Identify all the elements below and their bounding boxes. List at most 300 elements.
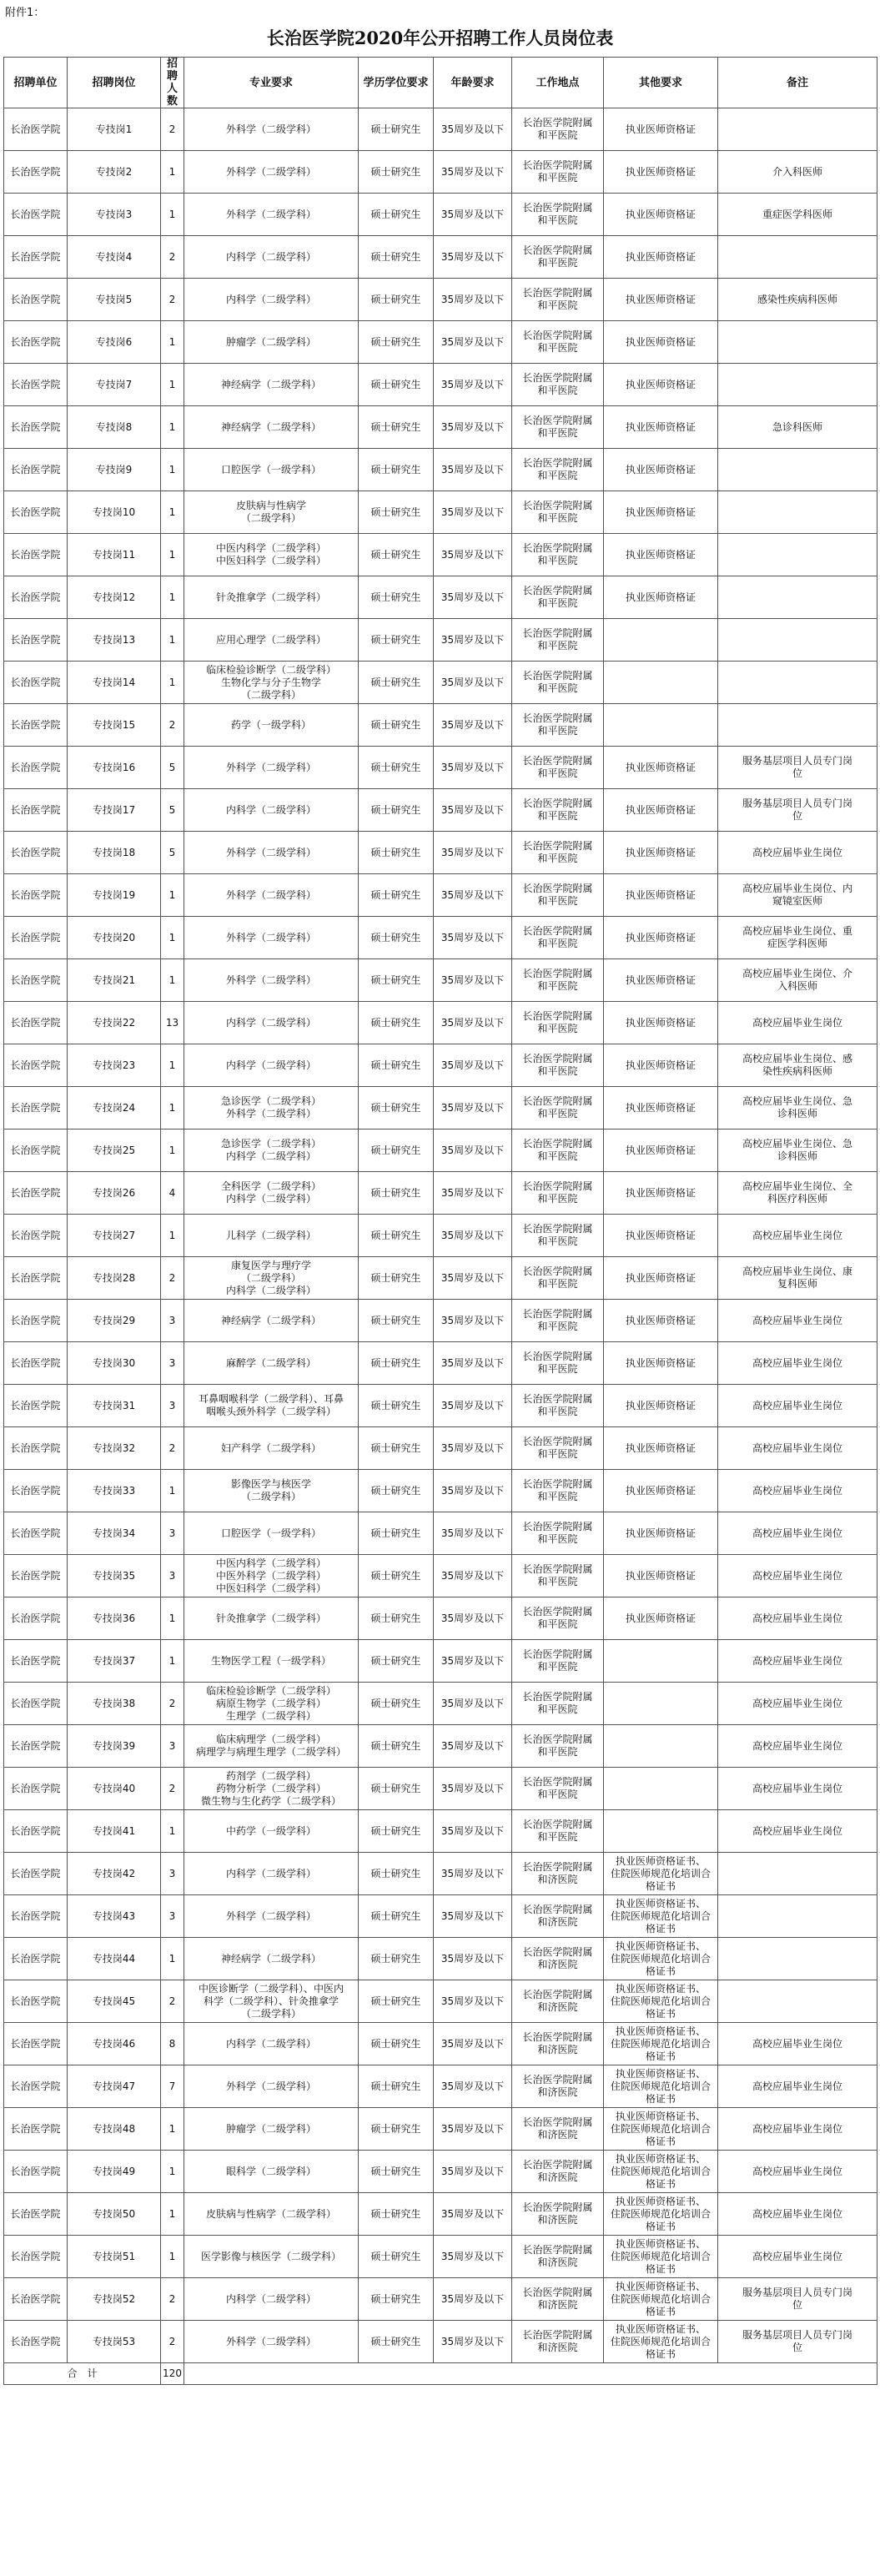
cell-degree: 硕士研究生 bbox=[359, 1044, 434, 1087]
cell-age: 35周岁及以下 bbox=[434, 1853, 512, 1895]
cell-other: 执业医师资格证 bbox=[604, 491, 718, 534]
cell-unit: 长治医学院 bbox=[4, 2151, 68, 2193]
cell-location: 长治医学院附属 和平医院 bbox=[512, 1470, 604, 1512]
cell-unit: 长治医学院 bbox=[4, 534, 68, 576]
cell-major: 外科学（二级学科） bbox=[184, 959, 359, 1002]
cell-remarks: 高校应届毕业生岗位 bbox=[718, 1725, 877, 1768]
cell-remarks: 高校应届毕业生岗位、重 症医学科医师 bbox=[718, 917, 877, 959]
cell-major: 内科学（二级学科） bbox=[184, 1853, 359, 1895]
cell-major: 药剂学（二级学科） 药物分析学（二级学科） 微生物与生化药学（二级学科） bbox=[184, 1768, 359, 1810]
cell-post: 专技岗41 bbox=[68, 1810, 161, 1853]
cell-other: 执业医师资格证 bbox=[604, 1172, 718, 1215]
cell-post: 专技岗28 bbox=[68, 1257, 161, 1300]
table-row bbox=[4, 2151, 877, 2193]
cell-other: 执业医师资格证 bbox=[604, 1597, 718, 1640]
cell-major: 生物医学工程（一级学科） bbox=[184, 1640, 359, 1683]
cell-unit: 长治医学院 bbox=[4, 2065, 68, 2108]
cell-remarks: 高校应届毕业生岗位、康 复科医师 bbox=[718, 1257, 877, 1300]
cell-unit: 长治医学院 bbox=[4, 1002, 68, 1044]
cell-count: 1 bbox=[161, 2151, 184, 2193]
table-row bbox=[4, 2193, 877, 2236]
cell-age: 35周岁及以下 bbox=[434, 1640, 512, 1683]
cell-degree: 硕士研究生 bbox=[359, 534, 434, 576]
cell-major: 外科学（二级学科） bbox=[184, 194, 359, 236]
cell-count: 1 bbox=[161, 534, 184, 576]
table-row bbox=[4, 2108, 877, 2151]
cell-count: 1 bbox=[161, 2193, 184, 2236]
cell-age: 35周岁及以下 bbox=[434, 704, 512, 747]
cell-remarks bbox=[718, 704, 877, 747]
column-header-degree: 学历学位要求 bbox=[359, 58, 434, 108]
cell-post: 专技岗5 bbox=[68, 279, 161, 321]
cell-unit: 长治医学院 bbox=[4, 194, 68, 236]
cell-degree: 硕士研究生 bbox=[359, 491, 434, 534]
cell-degree: 硕士研究生 bbox=[359, 1555, 434, 1597]
cell-unit: 长治医学院 bbox=[4, 236, 68, 279]
cell-count: 1 bbox=[161, 491, 184, 534]
cell-degree: 硕士研究生 bbox=[359, 1725, 434, 1768]
cell-unit: 长治医学院 bbox=[4, 1555, 68, 1597]
cell-unit: 长治医学院 bbox=[4, 1980, 68, 2023]
cell-degree: 硕士研究生 bbox=[359, 1342, 434, 1385]
cell-degree: 硕士研究生 bbox=[359, 1810, 434, 1853]
cell-age: 35周岁及以下 bbox=[434, 917, 512, 959]
cell-post: 专技岗12 bbox=[68, 576, 161, 619]
cell-degree: 硕士研究生 bbox=[359, 2151, 434, 2193]
cell-degree: 硕士研究生 bbox=[359, 747, 434, 789]
cell-unit: 长治医学院 bbox=[4, 2108, 68, 2151]
table-row bbox=[4, 1853, 877, 1895]
cell-degree: 硕士研究生 bbox=[359, 1597, 434, 1640]
cell-remarks: 高校应届毕业生岗位 bbox=[718, 2151, 877, 2193]
cell-count: 3 bbox=[161, 1555, 184, 1597]
cell-age: 35周岁及以下 bbox=[434, 1938, 512, 1980]
cell-remarks bbox=[718, 1853, 877, 1895]
cell-other: 执业医师资格证 bbox=[604, 194, 718, 236]
table-row bbox=[4, 406, 877, 449]
cell-post: 专技岗40 bbox=[68, 1768, 161, 1810]
table-row bbox=[4, 1087, 877, 1130]
cell-count: 1 bbox=[161, 1597, 184, 1640]
table-row bbox=[4, 917, 877, 959]
cell-unit: 长治医学院 bbox=[4, 1172, 68, 1215]
cell-count: 2 bbox=[161, 236, 184, 279]
cell-post: 专技岗39 bbox=[68, 1725, 161, 1768]
cell-post: 专技岗1 bbox=[68, 108, 161, 151]
cell-major: 中医诊断学（二级学科）、中医内 科学（二级学科）、针灸推拿学 （二级学科） bbox=[184, 1980, 359, 2023]
table-row bbox=[4, 1172, 877, 1215]
cell-post: 专技岗7 bbox=[68, 364, 161, 406]
cell-remarks bbox=[718, 1980, 877, 2023]
cell-age: 35周岁及以下 bbox=[434, 279, 512, 321]
cell-remarks: 高校应届毕业生岗位、感 染性疾病科医师 bbox=[718, 1044, 877, 1087]
cell-unit: 长治医学院 bbox=[4, 662, 68, 704]
cell-other: 执业医师资格证 bbox=[604, 1342, 718, 1385]
cell-post: 专技岗18 bbox=[68, 832, 161, 874]
cell-other: 执业医师资格证 bbox=[604, 1215, 718, 1257]
cell-major: 麻醉学（二级学科） bbox=[184, 1342, 359, 1385]
cell-other: 执业医师资格证 bbox=[604, 449, 718, 491]
cell-major: 内科学（二级学科） bbox=[184, 789, 359, 832]
cell-location: 长治医学院附属 和平医院 bbox=[512, 449, 604, 491]
cell-remarks: 高校应届毕业生岗位、全 科医疗科医师 bbox=[718, 1172, 877, 1215]
cell-unit: 长治医学院 bbox=[4, 1640, 68, 1683]
cell-major: 外科学（二级学科） bbox=[184, 832, 359, 874]
cell-major: 外科学（二级学科） bbox=[184, 917, 359, 959]
cell-post: 专技岗31 bbox=[68, 1385, 161, 1427]
cell-degree: 硕士研究生 bbox=[359, 704, 434, 747]
cell-age: 35周岁及以下 bbox=[434, 832, 512, 874]
cell-count: 3 bbox=[161, 1385, 184, 1427]
cell-degree: 硕士研究生 bbox=[359, 917, 434, 959]
cell-age: 35周岁及以下 bbox=[434, 194, 512, 236]
total-label: 合 计 bbox=[4, 2363, 161, 2385]
cell-degree: 硕士研究生 bbox=[359, 662, 434, 704]
table-row bbox=[4, 2065, 877, 2108]
cell-remarks: 高校应届毕业生岗位 bbox=[718, 1810, 877, 1853]
cell-major: 皮肤病与性病学（二级学科） bbox=[184, 2193, 359, 2236]
cell-age: 35周岁及以下 bbox=[434, 1810, 512, 1853]
cell-degree: 硕士研究生 bbox=[359, 1640, 434, 1683]
cell-degree: 硕士研究生 bbox=[359, 108, 434, 151]
table-row bbox=[4, 2278, 877, 2321]
cell-post: 专技岗30 bbox=[68, 1342, 161, 1385]
cell-location: 长治医学院附属 和平医院 bbox=[512, 917, 604, 959]
cell-age: 35周岁及以下 bbox=[434, 1130, 512, 1172]
cell-remarks: 服务基层项目人员专门岗 位 bbox=[718, 747, 877, 789]
cell-count: 13 bbox=[161, 1002, 184, 1044]
cell-other: 执业医师资格证 bbox=[604, 1470, 718, 1512]
cell-other bbox=[604, 619, 718, 662]
table-row bbox=[4, 1342, 877, 1385]
cell-age: 35周岁及以下 bbox=[434, 1427, 512, 1470]
cell-other: 执业医师资格证书、 住院医师规范化培训合 格证书 bbox=[604, 2278, 718, 2321]
cell-degree: 硕士研究生 bbox=[359, 1257, 434, 1300]
cell-count: 1 bbox=[161, 2236, 184, 2278]
cell-degree: 硕士研究生 bbox=[359, 619, 434, 662]
cell-count: 1 bbox=[161, 2108, 184, 2151]
cell-unit: 长治医学院 bbox=[4, 1087, 68, 1130]
cell-other: 执业医师资格证 bbox=[604, 236, 718, 279]
cell-count: 1 bbox=[161, 1087, 184, 1130]
cell-other: 执业医师资格证书、 住院医师规范化培训合 格证书 bbox=[604, 2321, 718, 2363]
cell-major: 神经病学（二级学科） bbox=[184, 1300, 359, 1342]
cell-remarks: 高校应届毕业生岗位 bbox=[718, 1342, 877, 1385]
cell-post: 专技岗9 bbox=[68, 449, 161, 491]
cell-remarks: 高校应届毕业生岗位 bbox=[718, 2193, 877, 2236]
cell-location: 长治医学院附属 和济医院 bbox=[512, 2108, 604, 2151]
cell-major: 耳鼻咽喉科学（二级学科）、耳鼻 咽喉头颈外科学（二级学科） bbox=[184, 1385, 359, 1427]
cell-major: 妇产科学（二级学科） bbox=[184, 1427, 359, 1470]
table-row bbox=[4, 1044, 877, 1087]
cell-age: 35周岁及以下 bbox=[434, 151, 512, 194]
cell-location: 长治医学院附属 和平医院 bbox=[512, 194, 604, 236]
table-row bbox=[4, 491, 877, 534]
cell-degree: 硕士研究生 bbox=[359, 2065, 434, 2108]
cell-remarks bbox=[718, 491, 877, 534]
cell-count: 8 bbox=[161, 2023, 184, 2065]
cell-age: 35周岁及以下 bbox=[434, 1512, 512, 1555]
cell-age: 35周岁及以下 bbox=[434, 747, 512, 789]
cell-count: 1 bbox=[161, 1938, 184, 1980]
cell-post: 专技岗8 bbox=[68, 406, 161, 449]
cell-post: 专技岗2 bbox=[68, 151, 161, 194]
cell-post: 专技岗43 bbox=[68, 1895, 161, 1938]
table-row bbox=[4, 1895, 877, 1938]
cell-location: 长治医学院附属 和平医院 bbox=[512, 1512, 604, 1555]
cell-degree: 硕士研究生 bbox=[359, 1002, 434, 1044]
cell-other: 执业医师资格证 bbox=[604, 534, 718, 576]
cell-major: 外科学（二级学科） bbox=[184, 108, 359, 151]
cell-major: 急诊医学（二级学科） 内科学（二级学科） bbox=[184, 1130, 359, 1172]
total-row bbox=[4, 2363, 877, 2385]
cell-count: 3 bbox=[161, 1895, 184, 1938]
cell-location: 长治医学院附属 和平医院 bbox=[512, 534, 604, 576]
cell-unit: 长治医学院 bbox=[4, 1512, 68, 1555]
cell-location: 长治医学院附属 和平医院 bbox=[512, 789, 604, 832]
cell-age: 35周岁及以下 bbox=[434, 789, 512, 832]
cell-remarks: 高校应届毕业生岗位 bbox=[718, 1683, 877, 1725]
cell-other: 执业医师资格证 bbox=[604, 874, 718, 917]
cell-count: 1 bbox=[161, 874, 184, 917]
cell-count: 2 bbox=[161, 2321, 184, 2363]
cell-major: 外科学（二级学科） bbox=[184, 1895, 359, 1938]
cell-count: 1 bbox=[161, 1130, 184, 1172]
cell-remarks bbox=[718, 364, 877, 406]
cell-remarks bbox=[718, 534, 877, 576]
cell-location: 长治医学院附属 和济医院 bbox=[512, 2065, 604, 2108]
cell-post: 专技岗20 bbox=[68, 917, 161, 959]
cell-age: 35周岁及以下 bbox=[434, 1768, 512, 1810]
cell-unit: 长治医学院 bbox=[4, 2321, 68, 2363]
cell-degree: 硕士研究生 bbox=[359, 2236, 434, 2278]
table-row bbox=[4, 1512, 877, 1555]
cell-other: 执业医师资格证 bbox=[604, 1555, 718, 1597]
cell-remarks: 高校应届毕业生岗位 bbox=[718, 1512, 877, 1555]
cell-major: 内科学（二级学科） bbox=[184, 1044, 359, 1087]
cell-remarks: 高校应届毕业生岗位 bbox=[718, 1300, 877, 1342]
cell-other: 执业医师资格证 bbox=[604, 917, 718, 959]
cell-remarks: 服务基层项目人员专门岗 位 bbox=[718, 2321, 877, 2363]
cell-major: 中药学（一级学科） bbox=[184, 1810, 359, 1853]
cell-unit: 长治医学院 bbox=[4, 1385, 68, 1427]
cell-major: 急诊医学（二级学科） 外科学（二级学科） bbox=[184, 1087, 359, 1130]
cell-age: 35周岁及以下 bbox=[434, 2108, 512, 2151]
cell-other: 执业医师资格证 bbox=[604, 832, 718, 874]
cell-major: 临床检验诊断学（二级学科） 病原生物学（二级学科） 生理学（二级学科） bbox=[184, 1683, 359, 1725]
table-row bbox=[4, 789, 877, 832]
cell-remarks: 重症医学科医师 bbox=[718, 194, 877, 236]
cell-major: 内科学（二级学科） bbox=[184, 236, 359, 279]
cell-other: 执业医师资格证 bbox=[604, 1044, 718, 1087]
column-header-remarks: 备注 bbox=[718, 58, 877, 108]
cell-post: 专技岗26 bbox=[68, 1172, 161, 1215]
column-header-other: 其他要求 bbox=[604, 58, 718, 108]
cell-location: 长治医学院附属 和济医院 bbox=[512, 1895, 604, 1938]
cell-degree: 硕士研究生 bbox=[359, 2321, 434, 2363]
cell-other bbox=[604, 704, 718, 747]
table-row bbox=[4, 1215, 877, 1257]
table-row bbox=[4, 1002, 877, 1044]
total-count: 120 bbox=[161, 2363, 184, 2385]
table-row bbox=[4, 1130, 877, 1172]
cell-unit: 长治医学院 bbox=[4, 1768, 68, 1810]
cell-location: 长治医学院附属 和平医院 bbox=[512, 874, 604, 917]
cell-remarks bbox=[718, 108, 877, 151]
cell-unit: 长治医学院 bbox=[4, 874, 68, 917]
cell-degree: 硕士研究生 bbox=[359, 1130, 434, 1172]
table-row bbox=[4, 449, 877, 491]
cell-degree: 硕士研究生 bbox=[359, 236, 434, 279]
cell-degree: 硕士研究生 bbox=[359, 279, 434, 321]
cell-age: 35周岁及以下 bbox=[434, 236, 512, 279]
cell-post: 专技岗45 bbox=[68, 1980, 161, 2023]
table-row bbox=[4, 832, 877, 874]
cell-age: 35周岁及以下 bbox=[434, 1683, 512, 1725]
cell-location: 长治医学院附属 和平医院 bbox=[512, 364, 604, 406]
table-row bbox=[4, 1768, 877, 1810]
cell-age: 35周岁及以下 bbox=[434, 2151, 512, 2193]
table-row bbox=[4, 874, 877, 917]
cell-count: 5 bbox=[161, 832, 184, 874]
cell-major: 肿瘤学（二级学科） bbox=[184, 2108, 359, 2151]
table-row bbox=[4, 959, 877, 1002]
cell-unit: 长治医学院 bbox=[4, 1215, 68, 1257]
cell-unit: 长治医学院 bbox=[4, 1427, 68, 1470]
cell-location: 长治医学院附属 和平医院 bbox=[512, 1597, 604, 1640]
cell-other: 执业医师资格证书、 住院医师规范化培训合 格证书 bbox=[604, 2151, 718, 2193]
cell-post: 专技岗25 bbox=[68, 1130, 161, 1172]
cell-other bbox=[604, 1640, 718, 1683]
cell-degree: 硕士研究生 bbox=[359, 1683, 434, 1725]
cell-post: 专技岗53 bbox=[68, 2321, 161, 2363]
cell-count: 1 bbox=[161, 1470, 184, 1512]
cell-count: 1 bbox=[161, 576, 184, 619]
cell-remarks bbox=[718, 449, 877, 491]
cell-remarks: 高校应届毕业生岗位、介 入科医师 bbox=[718, 959, 877, 1002]
cell-post: 专技岗35 bbox=[68, 1555, 161, 1597]
cell-major: 皮肤病与性病学 （二级学科） bbox=[184, 491, 359, 534]
table-row bbox=[4, 2236, 877, 2278]
cell-age: 35周岁及以下 bbox=[434, 1300, 512, 1342]
table-row bbox=[4, 2321, 877, 2363]
cell-unit: 长治医学院 bbox=[4, 364, 68, 406]
cell-remarks: 高校应届毕业生岗位 bbox=[718, 832, 877, 874]
cell-other: 执业医师资格证书、 住院医师规范化培训合 格证书 bbox=[604, 1980, 718, 2023]
table-row bbox=[4, 194, 877, 236]
table-body bbox=[4, 108, 877, 2363]
cell-post: 专技岗13 bbox=[68, 619, 161, 662]
cell-count: 5 bbox=[161, 789, 184, 832]
cell-age: 35周岁及以下 bbox=[434, 662, 512, 704]
column-header-count: 招聘 人数 bbox=[161, 58, 184, 108]
cell-post: 专技岗51 bbox=[68, 2236, 161, 2278]
cell-remarks: 高校应届毕业生岗位 bbox=[718, 2065, 877, 2108]
cell-major: 内科学（二级学科） bbox=[184, 2023, 359, 2065]
cell-remarks: 感染性疾病科医师 bbox=[718, 279, 877, 321]
cell-count: 1 bbox=[161, 151, 184, 194]
cell-degree: 硕士研究生 bbox=[359, 1895, 434, 1938]
cell-unit: 长治医学院 bbox=[4, 576, 68, 619]
cell-major: 外科学（二级学科） bbox=[184, 2065, 359, 2108]
cell-other: 执业医师资格证书、 住院医师规范化培训合 格证书 bbox=[604, 1938, 718, 1980]
table-row bbox=[4, 1683, 877, 1725]
cell-age: 35周岁及以下 bbox=[434, 1342, 512, 1385]
cell-post: 专技岗50 bbox=[68, 2193, 161, 2236]
cell-location: 长治医学院附属 和平医院 bbox=[512, 619, 604, 662]
cell-other: 执业医师资格证 bbox=[604, 406, 718, 449]
cell-location: 长治医学院附属 和平医院 bbox=[512, 747, 604, 789]
cell-remarks bbox=[718, 619, 877, 662]
cell-count: 1 bbox=[161, 1640, 184, 1683]
cell-major: 针灸推拿学（二级学科） bbox=[184, 1597, 359, 1640]
cell-age: 35周岁及以下 bbox=[434, 2321, 512, 2363]
cell-remarks: 高校应届毕业生岗位 bbox=[718, 1597, 877, 1640]
cell-count: 2 bbox=[161, 1257, 184, 1300]
cell-age: 35周岁及以下 bbox=[434, 321, 512, 364]
cell-location: 长治医学院附属 和平医院 bbox=[512, 236, 604, 279]
cell-location: 长治医学院附属 和平医院 bbox=[512, 1555, 604, 1597]
cell-major: 肿瘤学（二级学科） bbox=[184, 321, 359, 364]
cell-count: 1 bbox=[161, 321, 184, 364]
cell-age: 35周岁及以下 bbox=[434, 491, 512, 534]
cell-post: 专技岗29 bbox=[68, 1300, 161, 1342]
cell-other: 执业医师资格证 bbox=[604, 1257, 718, 1300]
cell-unit: 长治医学院 bbox=[4, 1938, 68, 1980]
cell-age: 35周岁及以下 bbox=[434, 449, 512, 491]
cell-major: 神经病学（二级学科） bbox=[184, 1938, 359, 1980]
cell-age: 35周岁及以下 bbox=[434, 2023, 512, 2065]
cell-remarks bbox=[718, 662, 877, 704]
cell-remarks: 介入科医师 bbox=[718, 151, 877, 194]
cell-count: 3 bbox=[161, 1853, 184, 1895]
cell-remarks: 高校应届毕业生岗位 bbox=[718, 1385, 877, 1427]
cell-degree: 硕士研究生 bbox=[359, 1938, 434, 1980]
cell-unit: 长治医学院 bbox=[4, 959, 68, 1002]
cell-unit: 长治医学院 bbox=[4, 151, 68, 194]
cell-major: 儿科学（二级学科） bbox=[184, 1215, 359, 1257]
cell-other: 执业医师资格证书、 住院医师规范化培训合 格证书 bbox=[604, 2023, 718, 2065]
cell-location: 长治医学院附属 和济医院 bbox=[512, 2321, 604, 2363]
cell-degree: 硕士研究生 bbox=[359, 2108, 434, 2151]
table-row bbox=[4, 576, 877, 619]
table-row bbox=[4, 2023, 877, 2065]
cell-age: 35周岁及以下 bbox=[434, 1385, 512, 1427]
cell-location: 长治医学院附属 和平医院 bbox=[512, 1300, 604, 1342]
cell-location: 长治医学院附属 和平医院 bbox=[512, 1725, 604, 1768]
cell-other bbox=[604, 1725, 718, 1768]
cell-unit: 长治医学院 bbox=[4, 1130, 68, 1172]
table-row bbox=[4, 364, 877, 406]
cell-age: 35周岁及以下 bbox=[434, 108, 512, 151]
cell-post: 专技岗6 bbox=[68, 321, 161, 364]
cell-unit: 长治医学院 bbox=[4, 619, 68, 662]
cell-degree: 硕士研究生 bbox=[359, 1087, 434, 1130]
page-title: 长治医学院2020年公开招聘工作人员岗位表 bbox=[266, 28, 614, 48]
cell-unit: 长治医学院 bbox=[4, 321, 68, 364]
cell-unit: 长治医学院 bbox=[4, 1853, 68, 1895]
cell-post: 专技岗38 bbox=[68, 1683, 161, 1725]
cell-unit: 长治医学院 bbox=[4, 2278, 68, 2321]
cell-age: 35周岁及以下 bbox=[434, 534, 512, 576]
cell-remarks: 高校应届毕业生岗位 bbox=[718, 1555, 877, 1597]
cell-major: 神经病学（二级学科） bbox=[184, 364, 359, 406]
cell-location: 长治医学院附属 和济医院 bbox=[512, 2236, 604, 2278]
table-row bbox=[4, 1938, 877, 1980]
cell-age: 35周岁及以下 bbox=[434, 1002, 512, 1044]
cell-age: 35周岁及以下 bbox=[434, 1215, 512, 1257]
cell-remarks: 急诊科医师 bbox=[718, 406, 877, 449]
